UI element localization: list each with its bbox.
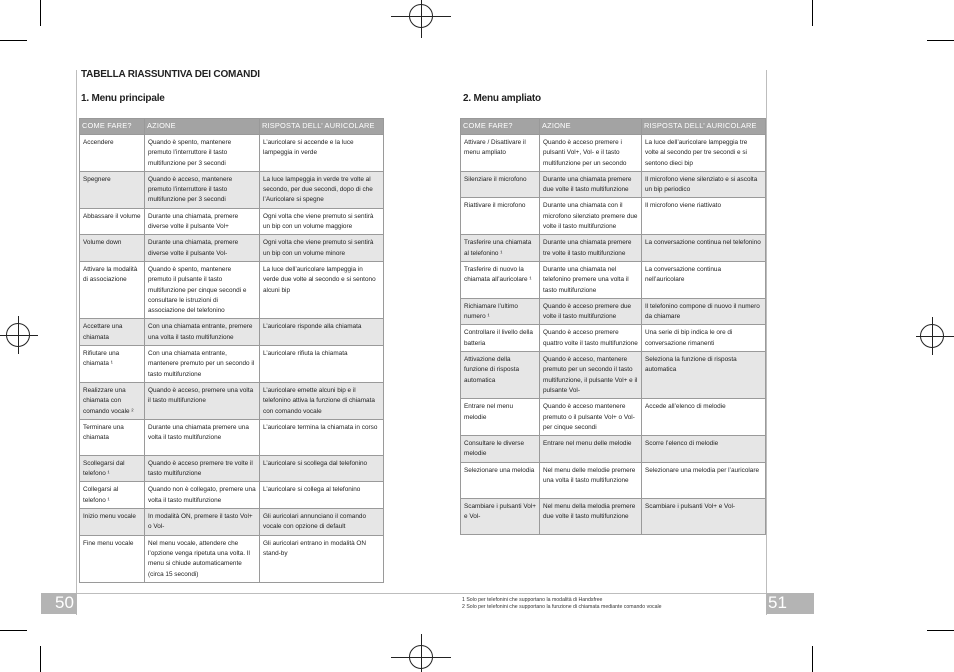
table-row — [461, 261, 766, 298]
table-row — [461, 235, 766, 262]
table-cell: Ogni volta che viene premuto si sentirà un bip con un volume minore — [260, 235, 384, 262]
table-cell: Scambiare i pulsanti Vol+ e Vol- — [461, 498, 540, 534]
crop-mark — [40, 0, 41, 26]
table-row — [80, 171, 384, 208]
table-row — [80, 419, 384, 455]
left-menu-title: 1. Menu principale — [81, 93, 165, 104]
table-cell: Quando è spento, mantenere premuto il pulsante il tasto multifunzione per cinque secondi e consultare le istruzioni di associazione del telefonino — [145, 261, 260, 318]
table-cell: Trasferire una chiamata al telefonino ¹ — [461, 235, 540, 262]
table-cell: Una serie di bip indica le ore di conversazione rimanenti — [642, 325, 766, 352]
table-cell: Quando è acceso premere i pulsanti Vol+, Vol- e il tasto multifunzione per un secondo — [540, 135, 642, 172]
table-row — [80, 482, 384, 509]
table-row — [461, 436, 766, 463]
table-cell: Selezionare una melodia per l’auricolare — [642, 462, 766, 498]
table-cell: Quando è spento, mantenere premuto l’interruttore il tasto multifunzione per 3 secondi — [145, 135, 260, 172]
table-cell: Quando è acceso premere due volte il tasto multifunzione — [540, 298, 642, 325]
crop-mark — [40, 646, 41, 672]
page-number-right: 51 — [768, 593, 787, 612]
table-cell: Gli auricolari annunciano il comando vocale con opzione di default — [260, 509, 384, 536]
table-row — [80, 382, 384, 419]
table-cell: La luce lampeggia in verde tre volte al secondo, per due secondi, dopo di che l’Auricolare si spegne — [260, 171, 384, 208]
table-cell: L’auricolare rifiuta la chiamata — [260, 346, 384, 383]
table-cell: Durante una chiamata, premere diverse volte il pulsante Vol- — [145, 235, 260, 262]
table-header-row — [80, 119, 384, 135]
column-header: COME FARE? — [461, 119, 540, 135]
table-cell: Con una chiamata entrante, premere una volta il tasto multifunzione — [145, 319, 260, 346]
table-cell: Fine menu vocale — [80, 535, 145, 582]
table-cell: Collegarsi al telefono ¹ — [80, 482, 145, 509]
crop-mark — [0, 630, 27, 631]
crop-mark — [927, 40, 954, 41]
document-heading: TABELLA RIASSUNTIVA DEI COMANDI — [81, 69, 260, 80]
column-header: AZIONE — [540, 119, 642, 135]
table-row — [80, 261, 384, 318]
main-menu-table — [79, 118, 384, 583]
table-row — [461, 462, 766, 498]
column-header: RISPOSTA DELL’ AURICOLARE — [260, 119, 384, 135]
crop-mark — [812, 646, 813, 672]
table-cell: Quando è acceso mantenere premuto o il pulsante Vol+ o Vol- per cinque secondi — [540, 399, 642, 436]
table-cell: Durante una chiamata premere tre volte il tasto multifunzione — [540, 235, 642, 262]
table-cell: Entrare nel menu melodie — [461, 399, 540, 436]
table-cell: La luce dell’auricolare lampeggia in verde due volte al secondo e si sentono alcuni bip — [260, 261, 384, 318]
table-cell: La luce dell’auricolare lampeggia tre volte al secondo per tre secondi e si sentono dieci bip — [642, 135, 766, 172]
table-cell: Consultare le diverse melodie — [461, 436, 540, 463]
table-row — [461, 399, 766, 436]
table-cell: Realizzare una chiamata con comando vocale ² — [80, 382, 145, 419]
table-cell: L’auricolare risponde alla chiamata — [260, 319, 384, 346]
table-cell: Durante una chiamata con il microfono silenziato premere due volte il tasto multifunzione — [540, 198, 642, 235]
table-row — [80, 346, 384, 383]
table-cell: Gli auricolari entrano in modalità ON stand-by — [260, 535, 384, 582]
table-cell: Quando è acceso, premere una volta il tasto multifunzione — [145, 382, 260, 419]
table-cell: Nel menu della melodia premere due volte il tasto multifunzione — [540, 498, 642, 534]
table-cell: Il telefonino compone di nuovo il numero da chiamare — [642, 298, 766, 325]
extended-menu-table — [460, 118, 766, 535]
table-row — [461, 498, 766, 534]
table-cell: Scorre l’elenco di melodie — [642, 436, 766, 463]
table-cell: La conversazione continua nell’auricolare — [642, 261, 766, 298]
table-cell: L’auricolare si accende e la luce lampeggia in verde — [260, 135, 384, 172]
table-cell: Accettare una chiamata — [80, 319, 145, 346]
footnote: 2 Solo per telefonini che supportano la funzione di chiamata mediante comando vocale — [462, 604, 662, 610]
table-cell: Volume down — [80, 235, 145, 262]
table-row — [461, 135, 766, 172]
table-cell: Con una chiamata entrante, mantenere premuto per un secondo il tasto multifunzione — [145, 346, 260, 383]
table-row — [80, 319, 384, 346]
table-row — [80, 235, 384, 262]
table-row — [80, 535, 384, 582]
table-cell: Terminare una chiamata — [80, 419, 145, 455]
table-row — [80, 135, 384, 172]
page-number-left: 50 — [55, 593, 74, 612]
column-header: AZIONE — [145, 119, 260, 135]
table-row — [80, 509, 384, 536]
table-cell: In modalità ON, premere il tasto Vol+ o Vol- — [145, 509, 260, 536]
column-header: COME FARE? — [80, 119, 145, 135]
table-cell: Nel menu delle melodie premere una volta il tasto multifunzione — [540, 462, 642, 498]
table-cell: L’auricolare emette alcuni bip e il telefonino attiva la funzione di chiamata con comando vocale — [260, 382, 384, 419]
table-cell: L’auricolare si collega al telefonino — [260, 482, 384, 509]
table-cell: Scambiare i pulsanti Vol+ e Vol- — [642, 498, 766, 534]
table-row — [461, 198, 766, 235]
crop-mark — [0, 40, 27, 41]
table-cell: Il microfono viene silenziato e si ascolta un bip periodico — [642, 171, 766, 198]
table-cell: Nel menu vocale, attendere che l’opzione venga ripetuta una volta. Il menu si chiude automaticamente (circa 15 secondi) — [145, 535, 260, 582]
table-cell: Trasferire di nuovo la chiamata all’auricolare ¹ — [461, 261, 540, 298]
table-cell: L’auricolare termina la chiamata in corso — [260, 419, 384, 455]
page-edge-right — [766, 70, 767, 615]
table-row — [461, 325, 766, 352]
table-cell: Quando è acceso, mantenere premuto l’interruttore il tasto multifunzione per 3 secondi — [145, 171, 260, 208]
table-cell: Rifiutare una chiamata ¹ — [80, 346, 145, 383]
table-cell: Quando è acceso premere quattro volte il tasto multifunzione — [540, 325, 642, 352]
table-cell: Accede all’elenco di melodie — [642, 399, 766, 436]
table-cell: Quando non è collegato, premere una volta il tasto multifunzione — [145, 482, 260, 509]
table-row — [80, 208, 384, 235]
table-cell: Spegnere — [80, 171, 145, 208]
table-cell: Controllare il livello della batteria — [461, 325, 540, 352]
table-cell: Quando è acceso premere tre volte il tasto multifunzione — [145, 455, 260, 482]
table-cell: Il microfono viene riattivato — [642, 198, 766, 235]
table-cell: Entrare nel menu delle melodie — [540, 436, 642, 463]
table-row — [461, 171, 766, 198]
table-cell: Durante una chiamata premere due volte il tasto multifunzione — [540, 171, 642, 198]
table-cell: L’auricolare si scollega dal telefonino — [260, 455, 384, 482]
table-cell: Attivare la modalità di associazione — [80, 261, 145, 318]
footnote: 1 Solo per telefonini che supportano la modalità di Handsfree — [462, 597, 603, 603]
table-cell: La conversazione continua nel telefonino — [642, 235, 766, 262]
crop-mark — [927, 630, 954, 631]
right-menu-title: 2. Menu ampliato — [463, 93, 541, 104]
table-cell: Silenziare il microfono — [461, 171, 540, 198]
table-cell: Durante una chiamata premere una volta il tasto multifunzione — [145, 419, 260, 455]
table-cell: Scollegarsi dal telefono ¹ — [80, 455, 145, 482]
page-edge-left — [76, 70, 77, 615]
table-cell: Selezionare una melodia — [461, 462, 540, 498]
table-header-row — [461, 119, 766, 135]
table-row — [461, 352, 766, 399]
table-cell: Quando è acceso, mantenere premuto per un secondo il tasto multifunzione, il pulsante Vol+ e il pulsante Vol- — [540, 352, 642, 399]
table-cell: Durante una chiamata, premere diverse volte il pulsante Vol+ — [145, 208, 260, 235]
table-cell: Attivazione della funzione di risposta automatica — [461, 352, 540, 399]
table-cell: Abbassare il volume — [80, 208, 145, 235]
table-row — [80, 455, 384, 482]
table-cell: Riattivare il microfono — [461, 198, 540, 235]
table-cell: Richiamare l’ultimo numero ¹ — [461, 298, 540, 325]
table-cell: Ogni volta che viene premuto si sentirà un bip con un volume maggiore — [260, 208, 384, 235]
footer-rule — [77, 593, 766, 594]
table-cell: Inizio menu vocale — [80, 509, 145, 536]
crop-mark — [812, 0, 813, 26]
table-row — [461, 298, 766, 325]
table-cell: Accendere — [80, 135, 145, 172]
table-cell: Attivare / Disattivare il menu ampliato — [461, 135, 540, 172]
table-cell: Durante una chiamata nel telefonino premere una volta il tasto multifunzione — [540, 261, 642, 298]
table-cell: Seleziona la funzione di risposta automatica — [642, 352, 766, 399]
column-header: RISPOSTA DELL’ AURICOLARE — [642, 119, 766, 135]
